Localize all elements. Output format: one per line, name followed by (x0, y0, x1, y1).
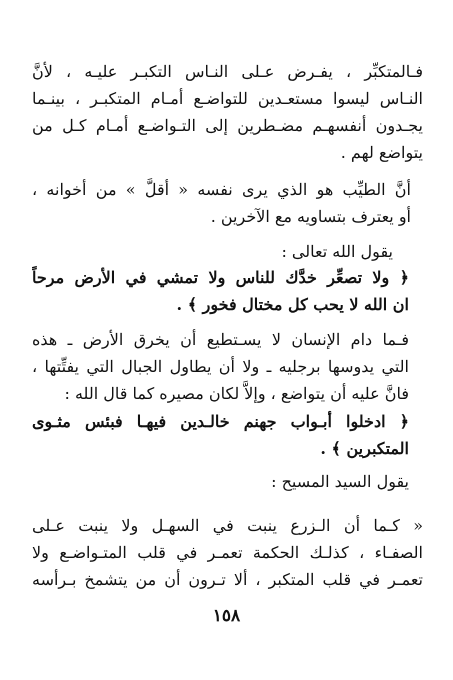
text-line: أنَّ الطيِّب هو الذي يرى نفسه « أقلَّ » من أخوانه ، (32, 180, 411, 199)
quote-intro-allah (32, 238, 393, 265)
text-line: ﴿ ولا تصعِّر خدَّك للناس ولا تمشي في الأرض مرحاً (32, 268, 409, 287)
text-line: النـاس ليسوا مستعـدين للتواضـع أمـام المتكبـر ، بينـما (32, 89, 423, 108)
quran-verse-luqman (32, 264, 409, 318)
text-line: المتكبرين ﴾ . (320, 439, 409, 458)
text-line: يقول الله تعالى : (281, 242, 393, 261)
text-line: يقول السيد المسيح : (271, 472, 409, 491)
text-line: أو يعترف بتساويه مع الآخرين . (210, 207, 411, 226)
text-line: فانَّ عليه أن يتواضع ، وإلاَّ لكان مصيره كما قال الله : (64, 384, 409, 403)
text-line: الصفـاء ، كذلـك الحكمة تعمـر في قلب المتـواضـع ولا (32, 543, 423, 562)
quote-intro-messiah (32, 468, 409, 495)
text-line: فـما دام الإنسان لا يسـتطيع أن يخرق الأرض ـ هذه (32, 330, 409, 349)
text-line: « كـما أن الـزرع ينبت في السهـل ولا ينبت عـلى (32, 516, 423, 535)
paragraph-earth-mountains (32, 326, 409, 407)
text-line: ان الله لا يحب كل مختال فخور ﴾ . (176, 295, 409, 314)
text-line: ﴿ ادخلوا أبـواب جهنم خالـدين فيهـا فبئس مثـوى (32, 412, 409, 431)
text-line: يجـدون أنفسهـم مضـطرين إلى التـواضـع أمـام كـل من (32, 116, 423, 135)
paragraph-messiah-quote (32, 512, 423, 593)
text-line: فـالمتكبِّر ، يفـرض عـلى النـاس التكبـر عليـه ، لأنَّ (32, 62, 423, 81)
text-line: التي يدوسها برجليه ـ ولا أن يطاول الجبال التي يفتِّتها ، (32, 357, 409, 376)
text-line: تعمـر في قلب المتكبر ، ألا تـرون أن من يتشمخ بـرأسه (32, 570, 423, 589)
text-line: يتواضع لهم . (340, 143, 423, 162)
page-number: ١٥٨ (212, 606, 241, 626)
paragraph-good-person (32, 176, 411, 230)
paragraph-arrogance (32, 58, 423, 166)
quran-verse-hell (32, 408, 409, 462)
